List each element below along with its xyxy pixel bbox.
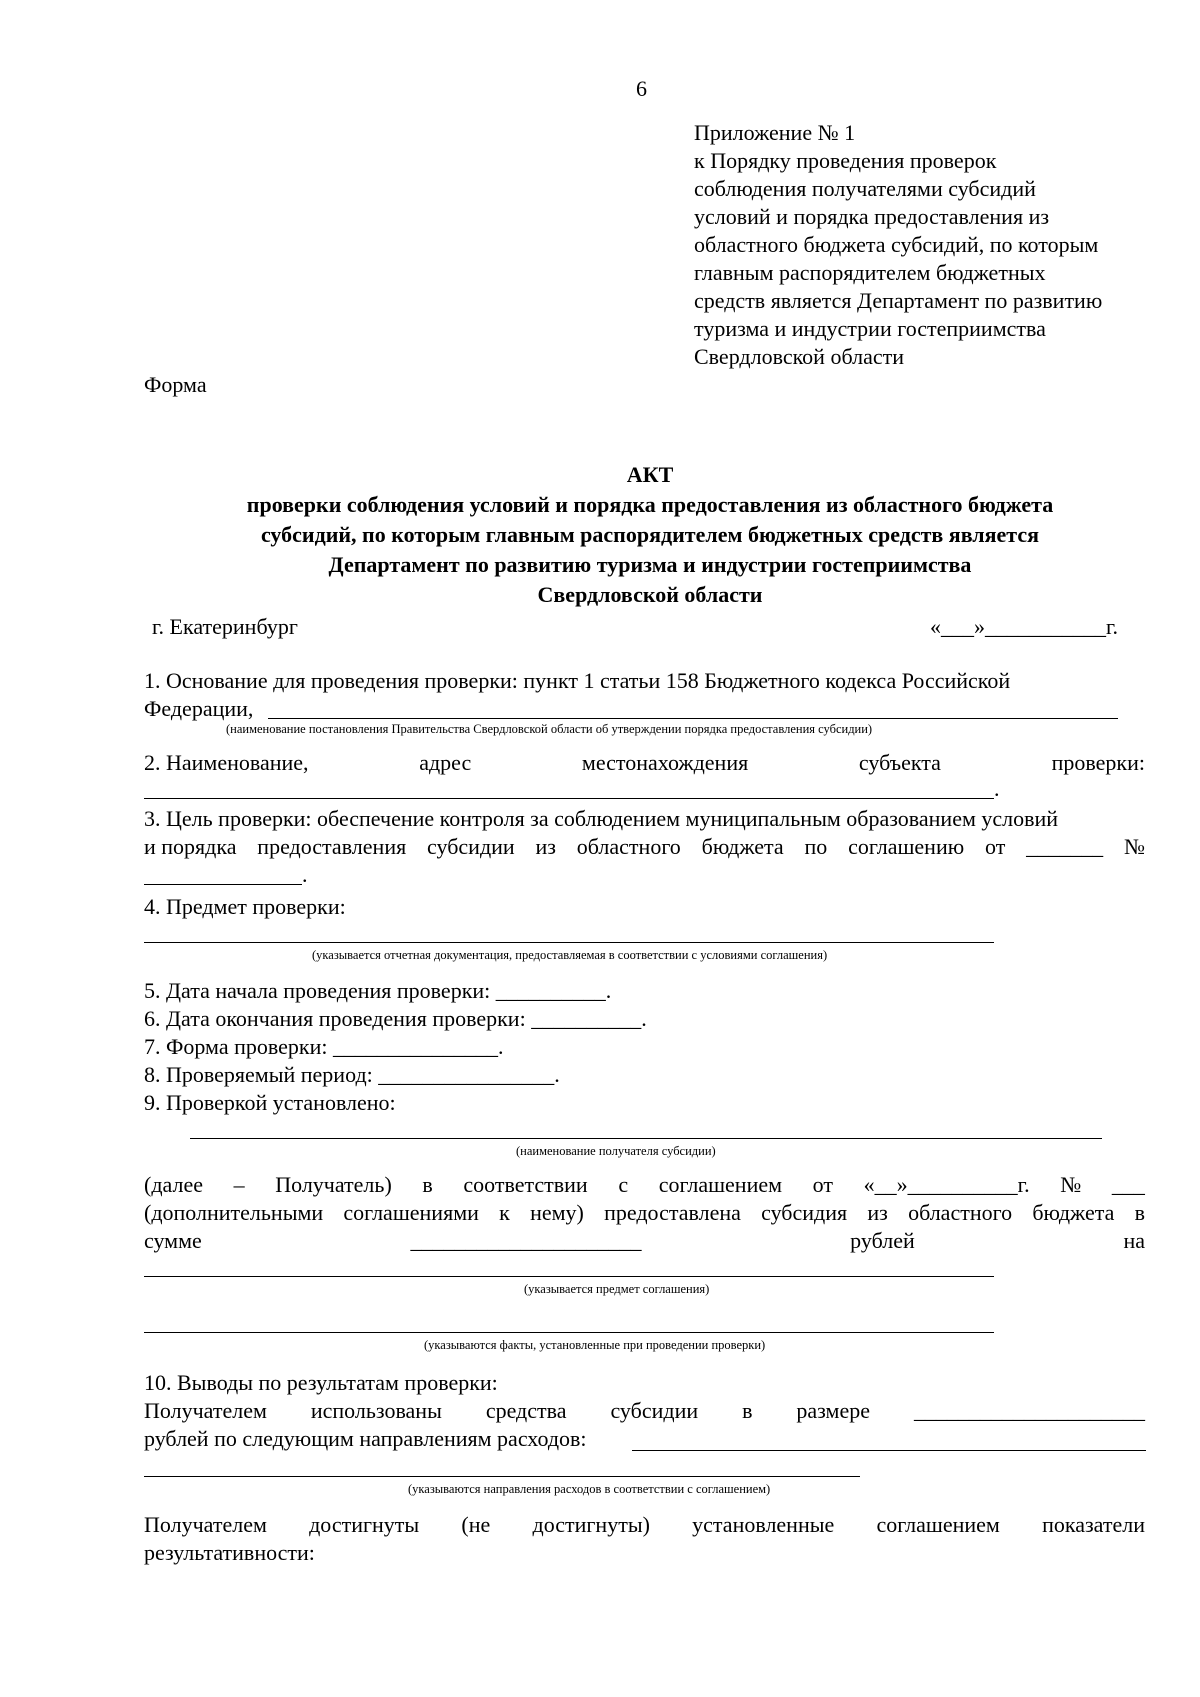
item-10-hint: (указываются направления расходов в соответствии с соглашением): [408, 1482, 771, 1496]
item-1-line: Федерации,: [144, 696, 254, 721]
item-10-line: Получателем использованы средства субсидии в размере _____________________: [144, 1398, 1145, 1423]
period: .: [994, 776, 1000, 801]
item-2-line: 2. Наименование, адрес местонахождения субъекта проверки:: [144, 750, 1145, 775]
item-1-hint: (наименование постановления Правительства Свердловской области об утверждении порядка предоставления субсидии): [226, 722, 873, 736]
item-9-line: 9. Проверкой установлено:: [144, 1090, 396, 1115]
appendix-line: главным распорядителем бюджетных: [694, 260, 1046, 285]
fill-line[interactable]: [144, 1476, 860, 1477]
city: г. Екатеринбург: [152, 614, 298, 639]
item-10-line: рублей по следующим направлениям расходов:: [144, 1426, 587, 1451]
act-subtitle-line: проверки соблюдения условий и порядка предоставления из областного бюджета: [246, 492, 1054, 517]
fill-line[interactable]: [144, 942, 994, 943]
fill-line[interactable]: [268, 718, 1118, 719]
item-9-hint: (указываются факты, установленные при проведении проверки): [424, 1338, 766, 1352]
fill-line[interactable]: [632, 1450, 1146, 1451]
item-8-line: 8. Проверяемый период: ________________.: [144, 1062, 560, 1087]
item-3-line: 3. Цель проверки: обеспечение контроля за соблюдением муниципальным образованием условий: [144, 806, 1059, 831]
fill-line[interactable]: [144, 798, 994, 799]
form-label: Форма: [144, 372, 207, 397]
item-9-line: (далее – Получатель) в соответствии с соглашением от «__»__________г. № ___: [144, 1172, 1145, 1197]
item-3-line: и порядка предоставления субсидии из областного бюджета по соглашению от _______ №: [144, 834, 1145, 859]
item-9-line: (дополнительными соглашениями к нему) предоставлена субсидия из областного бюджета в: [144, 1200, 1145, 1225]
appendix-line: средств является Департамент по развитию: [694, 288, 1103, 313]
page-number: 6: [636, 76, 647, 101]
item-10-line: результативности:: [144, 1540, 315, 1565]
fill-line[interactable]: [144, 1276, 994, 1277]
act-subtitle-line: Свердловской области: [537, 582, 763, 607]
act-subtitle-line: Департамент по развитию туризма и индустрии гостеприимства: [328, 552, 972, 577]
item-9-hint: (наименование получателя субсидии): [516, 1144, 716, 1158]
item-4-hint: (указывается отчетная документация, предоставляемая в соответствии с условиями соглашения): [312, 948, 828, 962]
item-1-line: 1. Основание для проведения проверки: пункт 1 статьи 158 Бюджетного кодекса Российской: [144, 668, 1011, 693]
item-5-line: 5. Дата начала проведения проверки: __________.: [144, 978, 612, 1003]
item-10-line: 10. Выводы по результатам проверки:: [144, 1370, 498, 1395]
item-4-line: 4. Предмет проверки:: [144, 894, 346, 919]
item-6-line: 6. Дата окончания проведения проверки: __________.: [144, 1006, 647, 1031]
appendix-line: условий и порядка предоставления из: [694, 204, 1050, 229]
appendix-line: к Порядку проведения проверок: [694, 148, 997, 173]
item-9-line: сумме _____________________ рублей на: [144, 1228, 1145, 1253]
period: .: [302, 862, 308, 887]
item-9-hint: (указывается предмет соглашения): [524, 1282, 710, 1296]
fill-line[interactable]: [144, 884, 302, 885]
appendix-line: Свердловской области: [694, 344, 904, 369]
appendix-title: Приложение № 1: [694, 120, 856, 145]
appendix-line: туризма и индустрии гостеприимства: [694, 316, 1046, 341]
appendix-line: соблюдения получателями субсидий: [694, 176, 1036, 201]
item-7-line: 7. Форма проверки: _______________.: [144, 1034, 504, 1059]
appendix-line: областного бюджета субсидий, по которым: [694, 232, 1099, 257]
item-10-line: Получателем достигнуты (не достигнуты) установленные соглашением показатели: [144, 1512, 1145, 1537]
act-subtitle-line: субсидий, по которым главным распорядителем бюджетных средств является: [260, 522, 1040, 547]
appendix-block: [694, 119, 1102, 371]
act-title: АКТ: [626, 462, 674, 487]
fill-line[interactable]: [190, 1138, 1102, 1139]
date-field[interactable]: «___»___________г.: [930, 614, 1119, 639]
fill-line[interactable]: [144, 1332, 994, 1333]
